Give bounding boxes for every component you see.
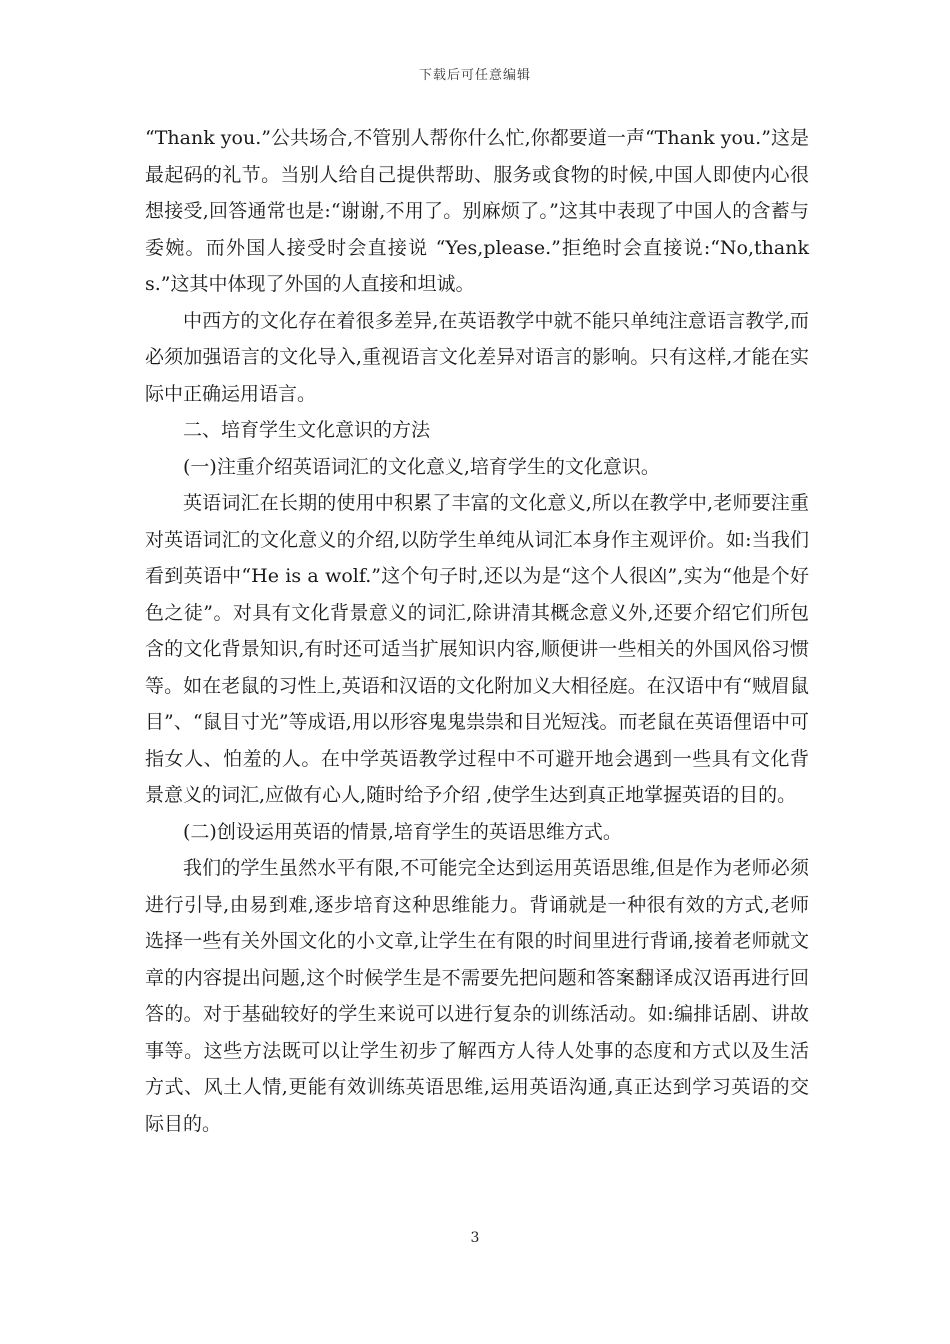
subsection-heading-2: (二)创设运用英语的情景,培育学生的英语思维方式。: [183, 820, 622, 843]
page-number: 3: [470, 1230, 480, 1246]
document-body: [145, 120, 809, 1142]
paragraph-2: 中西方的文化存在着很多差异,在英语教学中就不能只单纯注意语言教学,而必须加强语言的文化导入,重视语言文化差异对语言的影响。只有这样,才能在实际中正确运用语言。: [145, 309, 809, 405]
paragraph-3: 英语词汇在长期的使用中积累了丰富的文化意义,所以在教学中,老师要注重对英语词汇的文化意义的介绍,以防学生单纯从词汇本身作主观评价。如:当我们看到英语中“He is a wolf.”这个句子时,还以为是“这个人很凶”,实为“他是个好色之徒”。对具有文化背景意义的词汇,除讲清其概念意义外,还要介绍它们所包含的文化背景知识,有时还可适当扩展知识内容,顺便讲一些相关的外国风俗习惯等。如在老鼠的习性上,英语和汉语的文化附加义大相径庭。在汉语中有“贼眉鼠目”、“鼠目寸光”等成语,用以形容鬼鬼祟祟和目光短浅。而老鼠在英语俚语中可指女人、怕羞的人。在中学英语教学过程中不可避开地会遇到一些具有文化背景意义的词汇,应做有心人,随时给予介绍 ,使学生达到真正地掌握英语的目的。: [145, 492, 809, 806]
page-header: 下载后可任意编辑: [418, 68, 531, 83]
paragraph-4: 我们的学生虽然水平有限,不可能完全达到运用英语思维,但是作为老师必须进行引导,由易到难,逐步培育这种思维能力。背诵就是一种很有效的方式,老师选择一些有关外国文化的小文章,让学生在有限的时间里进行背诵,接着老师就文章的内容提出问题,这个时候学生是不需要先把问题和答案翻译成汉语再进行回答的。对于基础较好的学生来说可以进行复杂的训练活动。如:编排话剧、讲故事等。这些方法既可以让学生初步了解西方人待人处事的态度和方式以及生活方式、风土人情,更能有效训练英语思维,运用英语沟通,真正达到学习英语的交际目的。: [145, 857, 809, 1135]
section-heading: 二、培育学生文化意识的方法: [183, 419, 431, 441]
paragraph-1: “Thank you.”公共场合,不管别人帮你什么忙,你都要道一声“Thank you.”这是最起码的礼节。当别人给自己提供帮助、服务或食物的时候,中国人即使内心很想接受,回答通常也是:“谢谢,不用了。别麻烦了。”这其中表现了中国人的含蓄与委婉。而外国人接受时会直接说 “Yes,please.”拒绝时会直接说:“No,thanks.”这其中体现了外国的人直接和坦诚。: [145, 127, 809, 295]
subsection-heading-1: (一)注重介绍英语词汇的文化意义,培育学生的文化意识。: [183, 455, 660, 478]
